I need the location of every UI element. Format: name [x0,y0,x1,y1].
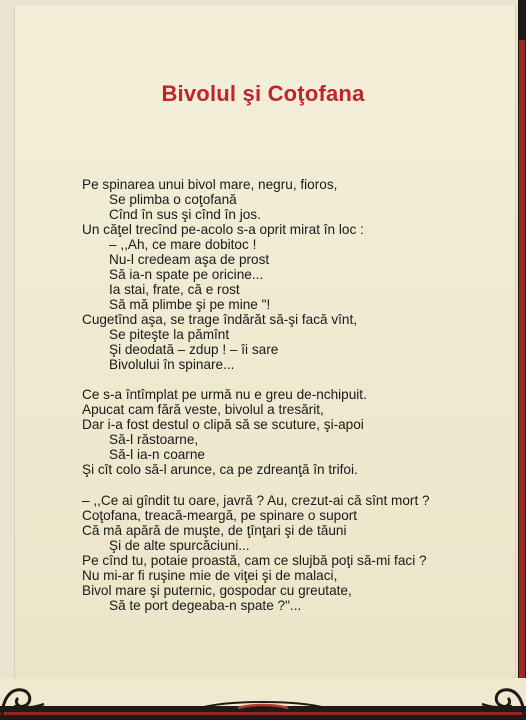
poem-line: Că mă apără de muşte, de ţînţari şi de tăuni [82,523,347,538]
poem-line: Să-l răstoarne, [109,432,199,447]
poem-line: Se plimba o coţofană [109,192,237,207]
poem-line: Nu mi-ar fi ruşine mie de viţei şi de malaci, [82,568,338,583]
poem-line: Nu-l credeam aşa de prost [109,252,270,267]
poem-line: Şi deodată – zdup ! – îi sare [109,342,279,357]
poem-line: Şi de alte spurcăciuni... [109,538,250,553]
poem-line: – ,,Ce ai gîndit tu oare, javră ? Au, crezut-ai că sînt mort ? [82,493,430,508]
poem-line: Apucat cam fără veste, bivolul a tresărit, [82,402,324,417]
poem-line: Să-l ia-n coarne [109,447,205,462]
poem-line: Coţofana, treacă-meargă, pe spinare o suport [82,508,358,523]
poem-line: Pe cînd tu, potaie proastă, cam ce slujbă poţi să-mi faci ? [82,553,427,568]
poem-line: Pe spinarea unui bivol mare, negru, fioros, [82,177,338,192]
poem-line: Dar i-a fost destul o clipă să se scuture, şi-apoi [82,417,364,432]
poem-line: Un căţel trecînd pe-acolo s-a oprit mirat în loc : [82,222,364,237]
poem-line: Cugetînd aşa, se trage îndărăt să-şi facă vînt, [82,312,358,327]
poem-line: Şi cît colo să-l arunce, ca pe zdreanţă în trifoi. [82,462,358,477]
poem-line: – ,,Ah, ce mare dobitoc ! [109,237,257,252]
poem-line: Ia stai, frate, că e rost [109,282,240,297]
border-red-line [0,712,526,715]
poem-line: Bivolului în spinare... [109,357,235,372]
poem-line: Să ia-n spate pe oricine... [109,267,264,282]
poem-line: Să te port degeaba-n spate ?"... [109,598,302,613]
poem-line: Cînd în sus şi cînd în jos. [109,207,261,222]
ornamental-border [0,678,526,720]
poem-line: Se piteşte la pămînt [109,327,230,342]
poem-line: Ce s-a întîmplat pe urmă nu e greu de-nchipuit. [82,387,367,402]
poem-title: Bivolul şi Coţofana [161,81,365,106]
poem-line: Bivol mare şi puternic, gospodar cu greutate, [82,583,352,598]
poem-line: Să mă plimbe şi pe mine "! [109,297,271,312]
